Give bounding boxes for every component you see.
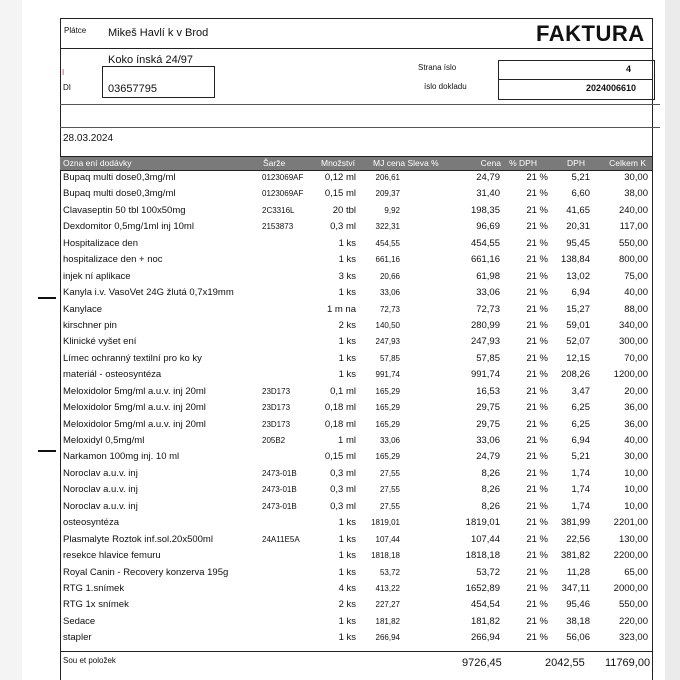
item-vat-rate: 21 % — [526, 484, 548, 496]
item-unit-price: 27,55 — [379, 501, 400, 511]
table-row — [60, 433, 652, 449]
item-batch: 23D173 — [262, 419, 291, 429]
item-name: Meloxidolor 5mg/ml a.u.v. inj 20ml — [63, 402, 206, 414]
sum-price: 9726,45 — [462, 657, 502, 669]
table-row — [60, 236, 652, 252]
item-vat-rate: 21 % — [526, 467, 548, 479]
item-name: Noroclav a.u.v. inj — [63, 484, 138, 496]
item-vat: 6,60 — [571, 188, 590, 200]
item-quantity: 0,18 ml — [324, 402, 356, 414]
item-vat: 6,94 — [571, 287, 590, 299]
dic-label: DI — [63, 83, 71, 92]
item-vat: 22,56 — [566, 533, 590, 545]
item-price: 8,26 — [481, 484, 500, 496]
item-unit-price: 140,50 — [375, 320, 400, 330]
item-total: 36,00 — [624, 418, 648, 430]
item-name: Royal Canin - Recovery konzerva 195g — [63, 566, 229, 578]
item-total: 800,00 — [618, 254, 648, 266]
item-vat-rate: 21 % — [526, 599, 548, 611]
item-price: 454,55 — [470, 237, 500, 249]
item-batch: 24A11E5A — [262, 534, 300, 544]
item-price: 31,40 — [476, 188, 500, 200]
item-name: Noroclav a.u.v. inj — [63, 467, 138, 479]
item-name: RTG 1.snímek — [63, 582, 125, 594]
table-row — [60, 203, 652, 219]
item-price: 33,06 — [476, 287, 500, 299]
item-price: 72,73 — [476, 303, 500, 315]
col-unitprice-header: MJ cena Sleva % — [373, 158, 439, 168]
item-price: 8,26 — [481, 500, 500, 512]
item-vat: 38,18 — [566, 615, 590, 627]
item-vat-rate: 21 % — [526, 533, 548, 545]
item-total: 30,00 — [624, 451, 648, 463]
col-price-header: Cena — [480, 158, 501, 168]
item-unit-price: 266,94 — [375, 633, 400, 643]
item-vat: 208,26 — [560, 369, 590, 381]
item-vat-rate: 21 % — [526, 221, 548, 233]
col-vat-header: DPH — [567, 158, 585, 168]
item-batch: 2C3316L — [262, 205, 295, 215]
item-name: Hospitalizace den — [63, 237, 138, 249]
item-total: 10,00 — [624, 467, 648, 479]
item-name: Noroclav a.u.v. inj — [63, 500, 138, 512]
document-number-label: íslo dokladu — [424, 82, 467, 91]
item-name: injek ní aplikace — [63, 270, 131, 282]
item-name: Meloxidolor 5mg/ml a.u.v. inj 20ml — [63, 418, 206, 430]
frame-right — [652, 18, 653, 680]
table-row — [60, 351, 652, 367]
header-rule — [60, 104, 660, 105]
item-quantity: 4 ks — [338, 582, 356, 594]
item-unit-price: 181,82 — [375, 616, 400, 626]
item-price: 96,69 — [476, 221, 500, 233]
item-quantity: 1 ks — [338, 517, 356, 529]
item-name: Kanylace — [63, 303, 103, 315]
table-row — [60, 417, 652, 433]
item-total: 220,00 — [618, 615, 648, 627]
item-quantity: 1 ks — [338, 254, 356, 266]
item-price: 29,75 — [476, 418, 500, 430]
item-price: 53,72 — [476, 566, 500, 578]
table-row — [60, 269, 652, 285]
header-divider — [60, 48, 652, 49]
item-batch: 23D173 — [262, 403, 291, 413]
item-price: 991,74 — [470, 369, 500, 381]
item-count-label: Sou et položek — [63, 656, 116, 665]
table-row — [60, 565, 652, 581]
item-name: Meloxidyl 0,5mg/ml — [63, 435, 145, 446]
item-total: 38,00 — [624, 188, 648, 200]
item-batch: 2473-01B — [262, 485, 297, 495]
item-name: Meloxidolor 5mg/ml a.u.v. inj 20ml — [63, 385, 206, 397]
footer-divider — [60, 651, 652, 652]
item-vat-rate: 21 % — [526, 369, 548, 381]
table-row — [60, 630, 652, 646]
table-row — [60, 581, 652, 597]
item-unit-price: 107,44 — [375, 534, 400, 544]
item-vat-rate: 21 % — [526, 451, 548, 463]
invoice-items — [60, 170, 652, 647]
invoice-date: 28.03.2024 — [63, 133, 114, 144]
item-quantity: 0,15 ml — [324, 451, 356, 463]
item-vat-rate: 21 % — [526, 418, 548, 430]
table-row — [60, 499, 652, 515]
item-vat: 13,02 — [566, 270, 590, 282]
item-price: 266,94 — [470, 632, 500, 644]
item-vat-rate: 21 % — [526, 237, 548, 249]
item-price: 1818,18 — [465, 550, 500, 562]
table-row — [60, 400, 652, 416]
item-price: 198,35 — [470, 204, 500, 216]
document-number-value: 2024006610 — [585, 83, 636, 93]
item-total: 40,00 — [624, 435, 648, 446]
table-row — [60, 449, 652, 465]
item-price: 107,44 — [470, 533, 500, 545]
item-quantity: 1 ks — [338, 369, 356, 381]
item-vat-rate: 21 % — [526, 385, 548, 397]
item-vat: 6,25 — [571, 402, 590, 414]
item-vat-rate: 21 % — [526, 188, 548, 200]
item-vat-rate: 21 % — [526, 582, 548, 594]
item-unit-price: 27,55 — [379, 468, 400, 478]
item-vat: 6,25 — [571, 418, 590, 430]
table-header — [60, 156, 652, 171]
item-quantity: 2 ks — [338, 599, 356, 611]
item-quantity: 0,1 ml — [330, 385, 356, 397]
item-vat-rate: 21 % — [526, 303, 548, 315]
item-name: Plasmalyte Roztok inf.sol.20x500ml — [63, 533, 213, 545]
item-total: 340,00 — [618, 319, 648, 331]
page-number-value: 4 — [625, 64, 631, 74]
item-unit-price: 206,61 — [375, 173, 400, 182]
item-total: 65,00 — [624, 566, 648, 578]
item-vat-rate: 21 % — [526, 287, 548, 299]
item-name: Sedace — [63, 615, 96, 627]
col-name-header: Ozna ení dodávky — [63, 158, 132, 168]
item-total: 1200,00 — [613, 369, 648, 381]
table-row — [60, 466, 652, 482]
item-vat-rate: 21 % — [526, 402, 548, 414]
item-vat: 381,82 — [560, 550, 590, 562]
item-price: 8,26 — [481, 467, 500, 479]
item-vat: 95,46 — [566, 599, 590, 611]
item-batch: 0123069AF — [262, 189, 304, 199]
item-price: 1652,89 — [465, 582, 500, 594]
frame-top — [60, 18, 652, 19]
item-price: 181,82 — [470, 615, 500, 627]
item-price: 29,75 — [476, 402, 500, 414]
item-unit-price: 27,55 — [379, 485, 400, 495]
item-quantity: 0,18 ml — [324, 418, 356, 430]
item-batch: 2473-01B — [262, 468, 297, 478]
supplier-label: Plátce — [64, 26, 87, 35]
item-name: RTG 1x snímek — [63, 599, 129, 611]
item-unit-price: 9,92 — [384, 205, 400, 215]
item-quantity: 0,3 ml — [330, 467, 356, 479]
item-name: kirschner pin — [63, 319, 117, 331]
item-vat: 347,11 — [561, 582, 590, 594]
item-name: Dexdomitor 0,5mg/1ml inj 10ml — [63, 221, 194, 233]
item-unit-price: 247,93 — [375, 337, 400, 347]
table-row — [60, 515, 652, 531]
item-unit-price: 454,55 — [375, 238, 400, 248]
table-row — [60, 548, 652, 564]
item-vat: 3,47 — [571, 385, 590, 397]
item-total: 2000,00 — [613, 582, 648, 594]
item-price: 454,54 — [470, 599, 500, 611]
item-quantity: 1 ks — [338, 237, 356, 249]
item-vat: 1,74 — [571, 500, 590, 512]
item-unit-price: 661,16 — [375, 255, 400, 265]
item-quantity: 0,15 ml — [324, 188, 356, 200]
item-unit-price: 57,85 — [379, 353, 400, 363]
supplier-name: Mikeš Havlí k v Brod — [108, 27, 209, 39]
item-quantity: 20 tbl — [332, 204, 356, 216]
item-price: 661,16 — [470, 254, 500, 266]
item-total: 550,00 — [618, 599, 648, 611]
item-vat: 5,21 — [571, 451, 590, 463]
item-total: 2200,00 — [613, 550, 648, 562]
table-row — [60, 318, 652, 334]
item-batch: 23D173 — [262, 386, 291, 396]
item-unit-price: 1819,01 — [371, 518, 400, 528]
item-quantity: 3 ks — [338, 270, 356, 282]
document-title: FAKTURA — [536, 21, 645, 46]
item-name: Klinické vyšet ení — [63, 336, 137, 348]
item-total: 550,00 — [618, 237, 648, 249]
item-price: 1819,01 — [465, 517, 500, 529]
number-box-divider — [498, 79, 653, 80]
item-vat-rate: 21 % — [526, 615, 548, 627]
item-vat: 5,21 — [571, 172, 590, 183]
supplier-address: Koko ínská 24/97 — [108, 54, 194, 66]
item-total: 70,00 — [624, 352, 648, 364]
item-quantity: 2 ks — [338, 319, 356, 331]
item-batch: 205B2 — [262, 436, 286, 445]
item-vat-rate: 21 % — [526, 172, 548, 183]
item-price: 280,99 — [470, 319, 500, 331]
item-vat: 11,28 — [566, 566, 590, 578]
item-vat: 6,94 — [571, 435, 590, 446]
item-unit-price: 33,06 — [379, 288, 400, 298]
item-quantity: 1 ml — [338, 435, 356, 446]
item-vat-rate: 21 % — [526, 550, 548, 562]
sum-total: 11769,00 — [605, 657, 651, 669]
left-margin — [0, 0, 22, 680]
item-quantity: 1 ks — [338, 632, 356, 644]
item-price: 24,79 — [476, 172, 500, 183]
item-unit-price: 165,29 — [375, 419, 400, 429]
table-row — [60, 367, 652, 383]
item-vat-rate: 21 % — [526, 270, 548, 282]
item-total: 36,00 — [624, 402, 648, 414]
item-quantity: 1 m na — [326, 303, 356, 315]
item-vat: 52,07 — [566, 336, 590, 348]
item-vat-rate: 21 % — [526, 517, 548, 529]
item-unit-price: 413,22 — [375, 583, 400, 593]
item-quantity: 1 ks — [338, 533, 356, 545]
item-unit-price: 991,74 — [375, 370, 400, 380]
item-quantity: 0,3 ml — [330, 500, 356, 512]
item-vat-rate: 21 % — [526, 500, 548, 512]
date-rule — [60, 127, 660, 128]
dic-value: 03657795 — [108, 83, 157, 95]
col-batch-header: Šarže — [263, 158, 286, 168]
item-price: 247,93 — [470, 336, 500, 348]
item-vat: 381,99 — [560, 517, 590, 529]
item-vat-rate: 21 % — [526, 336, 548, 348]
item-unit-price: 165,29 — [375, 452, 400, 462]
item-name: Clavaseptin 50 tbl 100x50mg — [63, 204, 186, 216]
item-name: materiál - osteosyntéza — [63, 369, 162, 381]
item-total: 20,00 — [624, 385, 648, 397]
table-row — [60, 186, 652, 202]
item-vat: 41,65 — [566, 204, 590, 216]
item-vat: 12,15 — [566, 352, 590, 364]
table-row — [60, 219, 652, 235]
item-total: 40,00 — [624, 287, 648, 299]
table-row — [60, 302, 652, 318]
item-vat-rate: 21 % — [526, 566, 548, 578]
item-name: Kanyla i.v. VasoVet 24G žlutá 0,7x19mm — [63, 287, 234, 299]
table-row — [60, 334, 652, 350]
item-vat-rate: 21 % — [526, 435, 548, 446]
item-name: Límec ochranný textilní pro ko ky — [63, 352, 202, 364]
item-vat: 95,45 — [566, 237, 590, 249]
item-batch: 2473-01B — [262, 501, 297, 511]
item-unit-price: 53,72 — [379, 567, 400, 577]
item-total: 10,00 — [624, 500, 648, 512]
number-box — [498, 60, 655, 100]
item-quantity: 1 ks — [338, 566, 356, 578]
item-name: osteosyntéza — [63, 517, 119, 529]
item-unit-price: 209,37 — [375, 189, 400, 199]
item-vat: 1,74 — [571, 484, 590, 496]
item-quantity: 1 ks — [338, 615, 356, 627]
item-quantity: 0,12 ml — [324, 172, 356, 183]
table-row — [60, 285, 652, 301]
col-vatpct-header: % DPH — [509, 158, 537, 168]
item-unit-price: 165,29 — [375, 386, 400, 396]
item-quantity: 0,3 ml — [330, 221, 356, 233]
red-mark: I — [62, 68, 65, 77]
item-vat: 59,01 — [566, 319, 590, 331]
margin-tick — [38, 450, 56, 452]
table-row — [60, 482, 652, 498]
item-vat-rate: 21 % — [526, 254, 548, 266]
item-unit-price: 1818,18 — [371, 551, 400, 561]
item-price: 61,98 — [476, 270, 500, 282]
item-price: 33,06 — [476, 435, 500, 446]
item-unit-price: 322,31 — [375, 222, 400, 232]
item-quantity: 1 ks — [338, 336, 356, 348]
col-total-header: Celkem K — [609, 158, 646, 168]
item-vat-rate: 21 % — [526, 632, 548, 644]
item-vat: 20,31 — [566, 221, 590, 233]
table-row — [60, 597, 652, 613]
item-total: 2201,00 — [613, 517, 648, 529]
item-price: 16,53 — [476, 385, 500, 397]
item-quantity: 1 ks — [338, 287, 356, 299]
item-total: 88,00 — [624, 303, 648, 315]
item-total: 30,00 — [624, 172, 648, 183]
item-unit-price: 33,06 — [379, 436, 400, 445]
item-name: Bupaq multi dose0,3mg/ml — [63, 172, 176, 183]
item-name: Bupaq multi dose0,3mg/ml — [63, 188, 176, 200]
item-name: Narkamon 100mg inj. 10 ml — [63, 451, 180, 463]
item-vat: 56,06 — [566, 632, 590, 644]
item-total: 10,00 — [624, 484, 648, 496]
table-row — [60, 532, 652, 548]
item-total: 130,00 — [618, 533, 648, 545]
item-total: 75,00 — [624, 270, 648, 282]
item-vat: 1,74 — [571, 467, 590, 479]
table-row — [60, 384, 652, 400]
item-total: 300,00 — [618, 336, 648, 348]
item-total: 323,00 — [618, 632, 648, 644]
item-batch: 0123069AF — [262, 173, 304, 182]
item-vat-rate: 21 % — [526, 352, 548, 364]
item-unit-price: 227,27 — [375, 600, 400, 610]
item-unit-price: 72,73 — [379, 304, 400, 314]
item-name: resekce hlavice femuru — [63, 550, 161, 562]
sum-vat: 2042,55 — [545, 657, 585, 669]
table-row — [60, 614, 652, 630]
table-row — [60, 252, 652, 268]
item-quantity: 1 ks — [338, 550, 356, 562]
item-name: stapler — [63, 632, 92, 644]
item-total: 117,00 — [619, 221, 648, 233]
col-qty-header: Množství — [321, 158, 356, 168]
item-total: 240,00 — [618, 204, 648, 216]
margin-tick — [38, 297, 56, 299]
page-number-label: Strana íslo — [418, 63, 457, 72]
item-vat-rate: 21 % — [526, 319, 548, 331]
item-unit-price: 20,66 — [379, 271, 400, 281]
item-price: 57,85 — [476, 352, 500, 364]
item-vat: 15,27 — [566, 303, 590, 315]
item-vat-rate: 21 % — [526, 204, 548, 216]
item-batch: 2153873 — [262, 222, 294, 232]
item-quantity: 1 ks — [338, 352, 356, 364]
table-row — [60, 170, 652, 186]
item-vat: 138,84 — [560, 254, 590, 266]
item-quantity: 0,3 ml — [330, 484, 356, 496]
item-unit-price: 165,29 — [375, 403, 400, 413]
item-name: hospitalizace den + noc — [63, 254, 163, 266]
item-price: 24,79 — [476, 451, 500, 463]
